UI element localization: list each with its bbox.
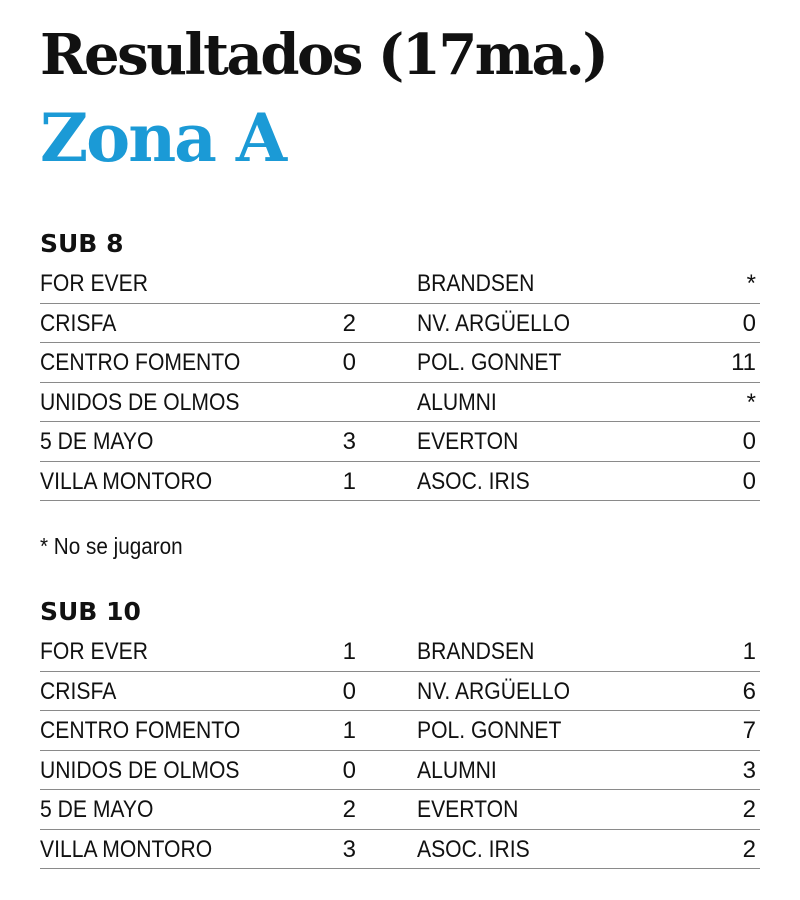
home-team: CRISFA: [40, 309, 117, 337]
away-score: 7: [742, 717, 756, 744]
table-row: [40, 462, 760, 502]
away-team: BRANDSEN: [417, 270, 535, 297]
away-score: 11: [731, 349, 756, 376]
home-score: 1: [342, 717, 356, 744]
home-score: 2: [342, 309, 356, 337]
home-score: 1: [342, 467, 356, 495]
away-score: 2: [742, 835, 756, 863]
results-table: [40, 264, 760, 501]
away-team: ALUMNI: [417, 388, 497, 416]
away-score: *: [746, 388, 756, 416]
table-row: [40, 422, 760, 462]
away-team: ASOC. IRIS: [417, 467, 530, 495]
away-score: *: [746, 270, 756, 297]
home-team: CENTRO FOMENTO: [40, 349, 241, 376]
home-score: 3: [342, 835, 356, 863]
away-score: 0: [742, 309, 756, 337]
home-team: FOR EVER: [40, 270, 148, 297]
table-row: [40, 711, 760, 751]
results-table: [40, 632, 760, 869]
away-score: 1: [742, 638, 756, 665]
table-row: [40, 830, 760, 870]
away-score: 0: [742, 428, 756, 455]
away-score: 0: [742, 467, 756, 495]
zone-subtitle: Zona A: [40, 99, 286, 177]
table-row: [40, 304, 760, 344]
table-row: [40, 383, 760, 423]
page-title: Resultados (17ma.): [40, 22, 607, 88]
table-row: [40, 264, 760, 304]
away-team: BRANDSEN: [417, 638, 535, 665]
home-team: UNIDOS DE OLMOS: [40, 756, 240, 784]
section-heading: SUB 8: [40, 229, 124, 258]
home-score: 0: [342, 756, 356, 784]
table-row: [40, 672, 760, 712]
away-score: 2: [742, 796, 756, 823]
away-team: EVERTON: [417, 428, 519, 455]
away-score: 3: [742, 756, 756, 784]
home-team: VILLA MONTORO: [40, 467, 213, 495]
section-sub-10: [40, 596, 760, 869]
away-team: NV. ARGÜELLO: [417, 309, 570, 337]
table-row: [40, 751, 760, 791]
away-team: POL. GONNET: [417, 349, 562, 376]
away-team: EVERTON: [417, 796, 519, 823]
home-score: 0: [342, 349, 356, 376]
home-team: CENTRO FOMENTO: [40, 717, 241, 744]
home-team: 5 DE MAYO: [40, 796, 154, 823]
home-team: 5 DE MAYO: [40, 428, 154, 455]
section-heading: SUB 10: [40, 597, 141, 626]
away-team: NV. ARGÜELLO: [417, 677, 570, 705]
home-team: FOR EVER: [40, 638, 148, 665]
home-score: 0: [342, 677, 356, 705]
home-team: VILLA MONTORO: [40, 835, 213, 863]
home-team: UNIDOS DE OLMOS: [40, 388, 240, 416]
section-sub-8: [40, 228, 760, 501]
footnote: * No se jugaron: [40, 533, 183, 559]
table-row: [40, 343, 760, 383]
home-team: CRISFA: [40, 677, 117, 705]
away-team: ALUMNI: [417, 756, 497, 784]
table-row: [40, 790, 760, 830]
home-score: 3: [342, 428, 356, 455]
home-score: 1: [342, 638, 356, 665]
away-team: POL. GONNET: [417, 717, 562, 744]
table-row: [40, 632, 760, 672]
away-team: ASOC. IRIS: [417, 835, 530, 863]
home-score: 2: [342, 796, 356, 823]
away-score: 6: [742, 677, 756, 705]
